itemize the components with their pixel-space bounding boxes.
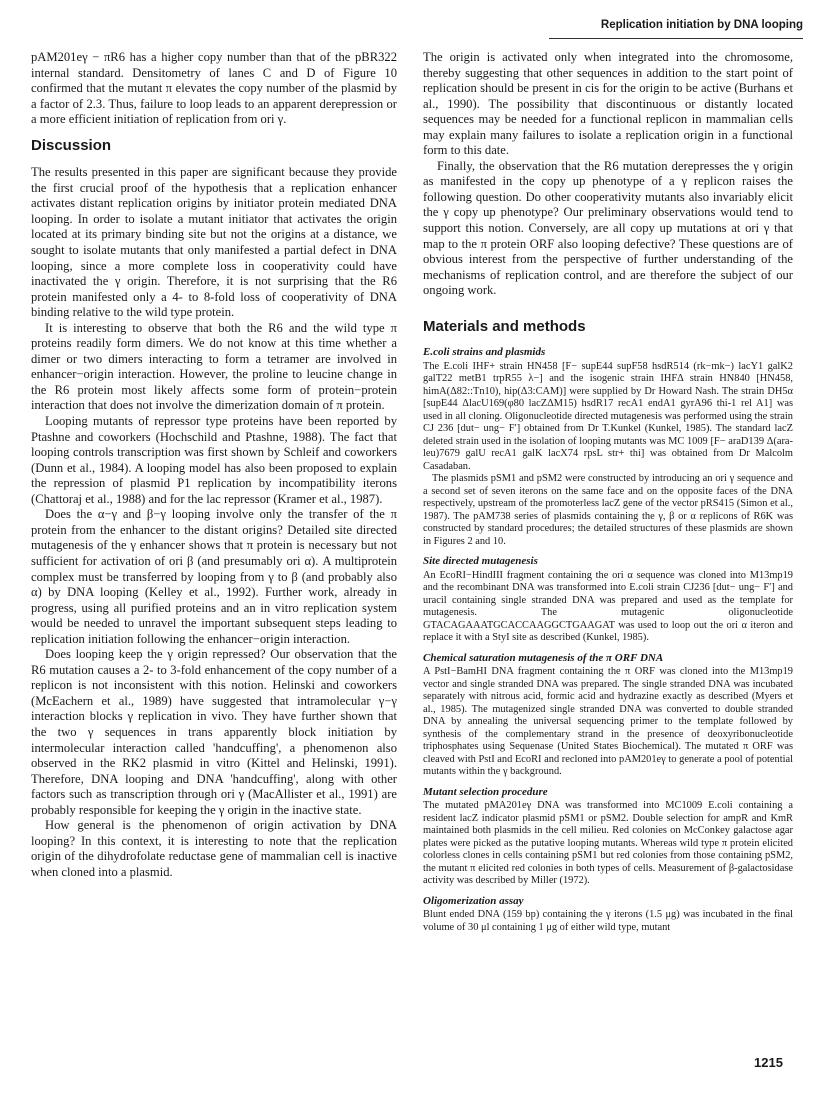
page-number: 1215 bbox=[754, 1055, 783, 1070]
running-header: Replication initiation by DNA looping bbox=[549, 12, 803, 39]
body-paragraph: The results presented in this paper are significant because they provide the first crucial proof of the hypothesis that a replication enhancer activates distant replication origins by initiator protein mediated DNA looping. In order to isolate a mutant initiator that activates the origin located at its primary binding site but not the origins at a distance, we sought to isolate mutants that only manifested a partial defect in DNA looping, since a more complete loss in cooperativity could have inactivated the γ origin. Therefore, it is not surprising that the R6 protein manifested only a 4- to 8-fold loss of cooperativity of DNA binding relative to the wild type protein. bbox=[31, 165, 397, 320]
left-column bbox=[31, 50, 397, 880]
body-paragraph: How general is the phenomenon of origin activation by DNA looping? In this context, it is interesting to note that the replication origin of the dihydrofolate reductase gene of mammalian cell is inactive when cloned into a plasmid. bbox=[31, 818, 397, 879]
methods-paragraph: The mutated pMA201eγ DNA was transformed into MC1009 E.coli containing a resident lacZ indicator plasmid pSM1 or pSM2. Double selection for ampR and KmR maintained both plasmids in the cell milieu. Red colonies on McConkey galactose agar plates were picked as the putative looping mutants. Whereas wild type π protein elicited colorless clones in cells containing pSM1 but red colonies from those containing pSM2, the mutant π elicited red colonies in both types of cells. Measurement of β-galactosidase activity was described by Miller (1972). bbox=[423, 800, 793, 887]
methods-paragraph: The plasmids pSM1 and pSM2 were constructed by introducing an ori γ sequence and a second set of seven iterons on the same face and on the opposite faces of the DNA respectively, upstream of the promoterless lacZ gene of the vector pRS415 (Simon et al., 1987). The pAM738 series of plasmids containing the γ, β or α replicons of R6K was constructed by standard procedures; the detailed structures of these plasmids are shown in Figures 2 and 10. bbox=[423, 473, 793, 547]
body-paragraph: pAM201eγ − πR6 has a higher copy number than that of the pBR322 internal standard. Densitometry of lanes C and D of Figure 10 confirmed that the mutant π elevates the copy number of the plasmid by a factor of 2.3. Thus, failure to loop leads to an apparent derepression or a more efficient initiation of replication from ori γ. bbox=[31, 50, 397, 127]
body-paragraph: Does the α−γ and β−γ looping involve only the transfer of the π protein from the enhancer to the distant origins? Detailed site directed mutagenesis of the γ enhancer shows that π protein is necessary but not sufficient for activation of ori β (and presumably ori α). A multiprotein complex must be transferred by looping from γ to β (and probably also α) by DNA looping (Kelley et al., 1992). Further work, already in progress, using all purified proteins and an in vitro replication system would be needed to unravel the important subsequent steps leading to replication initiation following the enhancer−origin interaction. bbox=[31, 507, 397, 646]
section-heading: Oligomerization assay bbox=[423, 894, 524, 907]
methods-paragraph: Blunt ended DNA (159 bp) containing the γ iterons (1.5 μg) was incubated in the final volume of 30 μl containing 1 μg of either wild type, mutant bbox=[423, 909, 793, 933]
section-heading: Mutant selection procedure bbox=[423, 785, 548, 798]
discussion-heading: Discussion bbox=[31, 136, 112, 154]
body-paragraph: The origin is activated only when integrated into the chromosome, thereby suggesting that other sequences in addition to the start point of replication should be present in cis for the origin to be active (Burhans et al., 1990). The possibility that discontinuous or distantly located sequences may be needed for a functional replicon in mammalian cells may explain many failures to isolate a replication origin in a functional form to this date. bbox=[423, 50, 793, 158]
body-paragraph: Looping mutants of repressor type proteins have been reported by Ptashne and coworkers (Hochschild and Ptashne, 1988). The fact that looping controls transcription was first shown by Schleif and coworkers (Dunn et al., 1984). A looping model has also been proposed to explain the repression of plasmid P1 replication by incompatibility iterons (Chattoraj et al., 1988) and for the lac repressor (Kramer et al., 1987). bbox=[31, 414, 397, 506]
section-heading: E.coli strains and plasmids bbox=[423, 346, 546, 359]
body-paragraph: Does looping keep the γ origin repressed? Our observation that the R6 mutation causes a 2- to 3-fold enhancement of the copy number of a replicon is not inconsistent with this notion. Helinski and coworkers (McEachern et al., 1989) have suggested that intramolecular γ−γ interaction blocks γ replication in vivo. They have further shown that the two γ sequences in trans apparently block initiation by intermolecular interaction called 'handcuffing', a phenomenon also observed in the RK2 plasmid in vitro (Kittel and Helinski, 1991). Therefore, DNA looping and DNA 'handcuffing', along with other factors such as transcription through ori γ (MacAllister et al., 1991) are probably responsible for keeping the γ origin in the inactive state. bbox=[31, 647, 397, 817]
methods-paragraph: A PstI−BamHI DNA fragment containing the π ORF was cloned into the M13mp19 vector and single stranded DNA was prepared. The single stranded DNA was incubated separately with nitrous acid, formic acid and hydrazine exactly as described (Myers et al., 1985). The mutagenized single stranded DNA was converted to double stranded DNA by annealing the universal sequencing primer to the template followed by synthesis of the complementary strand in the presence of deoxyribonucleotide triphosphates using Sequenase (United States Biochemical). The mutated π ORF was cleaved with PstI and EcoRI and recloned into pAM201eγ to generate a pool of potential mutants within the γ background. bbox=[423, 666, 793, 778]
body-paragraph: Finally, the observation that the R6 mutation derepresses the γ origin as manifested in the copy up phenotype of a γ replicon raises the following question. Do other cooperativity mutants also invariably elicit the γ copy up phenotype? Our preliminary observations would tend to support this notion. Conversely, are all copy up mutations at ori γ that map to the π protein ORF also looping defective? These questions are of obvious interest from the perspective of further understanding of the mechanisms of replication control, and are therefore the subject of our ongoing work. bbox=[423, 158, 793, 298]
methods-heading: Materials and methods bbox=[423, 317, 586, 335]
section-heading: Site directed mutagenesis bbox=[423, 555, 538, 568]
methods-paragraph: The E.coli IHF+ strain HN458 [F− supE44 supF58 hsdR514 (rk−mk−) lacY1 galK2 galT22 metB1 trpR55 λ−] and the isogenic strain IHFΔ strain HN840 [HN458, himA(Δ82::Tn10), hip(Δ3:CAM)] were supplied by Dr Howard Nash. The strain DH5α [supE44 ΔlacU169(φ80 lacZΔM15) hsdR17 recA1 endA1 gyrA96 thi-1 rel A1] was used in all cloning. Oligonucleotide directed mutagenesis was performed using the strain CJ 236 [dut− ung− F′] obtained from Dr T.Kunkel (Kunkel, 1985). The standard lacZ deleted strain used in the isolation of looping mutants was MC 1009 [F− araD139 Δ(ara-leu)7679 galU recA1 galK lacX74 rpsL str+ thi] was obtained from Dr Malcolm Casadaban. bbox=[423, 360, 793, 472]
right-column bbox=[423, 50, 793, 934]
methods-paragraph: An EcoRI−HindIII fragment containing the ori α sequence was cloned into M13mp19 and the recombinant DNA was transformed into E.coli strain CJ236 [dut− ung− F′] and uracil containing single stranded DNA was prepared and used as the template for mutagenesis. The mutagenic oligonucleotide GTACAGAAATGCACCAAGGCTGAAGAT was used to loop out the ori α iteron and replace it with a StyI site as described (Kunkel, 1985). bbox=[423, 569, 793, 644]
body-paragraph: It is interesting to observe that both the R6 and the wild type π proteins readily form dimers. We do not know at this time whether a dimer or two dimers interacting to form a tetramer are involved in enhancer−origin interaction. However, the proline to leucine change in the R6 protein most likely affects some form of protein−protein interaction that does not involve the dimerization domain of π protein. bbox=[31, 320, 397, 413]
methods-section bbox=[423, 346, 793, 934]
section-heading: Chemical saturation mutagenesis of the π ORF DNA bbox=[423, 651, 664, 664]
